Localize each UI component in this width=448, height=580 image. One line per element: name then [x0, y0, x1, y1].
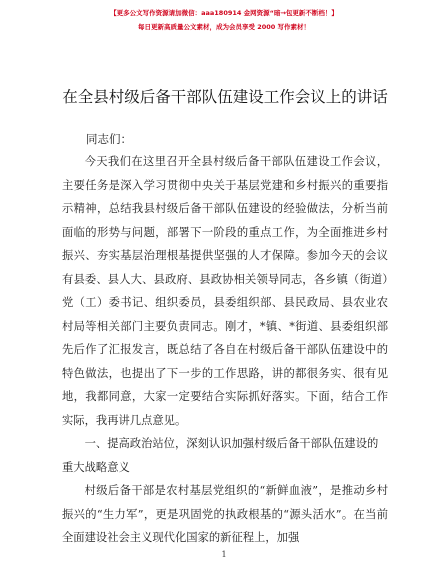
section-heading: 一、提高政治站位，深刻认识加强村级后备干部队伍建设的重大战略意义: [62, 437, 379, 474]
promo-banner-line-2: 每日更新高质量公文素材，成为会员享受 2000 写作素材！: [137, 23, 311, 31]
body-paragraph: 今天我们在这里召开全县村级后备干部队伍建设工作会议，主要任务是深入学习贯彻中央关于基层党建和乡村振兴的重要指示精神，总结我县村级后备干部队伍建设的经验做法，分析当前面临的形势与问题，部署下一阶段的重点工作，为全面推进乡村振兴、夯实基层治理根基提供坚强的人才保障。参加今天的会议有县委、县人大、县政府、县政协相关领导同志，各乡镇（街道）党（工）委书记、组织委员，县委组织部、县民政局、县农业农村局等相关部门主要负责同志。刚才，*镇、*街道、县委组织部先后作了汇报发言，既总结了各自在村级后备干部队伍建设中的特色做法，也提出了下一步的工作思路，讲的都很务实、很有见地，我都同意，大家一定要结合实际抓好落实。下面，结合工作实际，我再讲几点意见。: [62, 155, 388, 427]
salutation: 同志们：: [86, 132, 132, 146]
document-title: 在全县村级后备干部队伍建设工作会议上的讲话: [62, 88, 388, 106]
promo-banner-line-1: 【更多公文写作资源请加微信：aaa180914 金网资源“暗→包更新不断档！】: [110, 9, 338, 17]
document-body: [62, 150, 388, 550]
page-number: 1: [221, 550, 227, 559]
body-paragraph: 村级后备干部是农村基层党组织的“新鲜血液”，是推动乡村振兴的“生力军”，更是巩固党的执政根基的“源头活水”。在当前全面建设社会主义现代化国家的新征程上，加强: [62, 484, 388, 544]
